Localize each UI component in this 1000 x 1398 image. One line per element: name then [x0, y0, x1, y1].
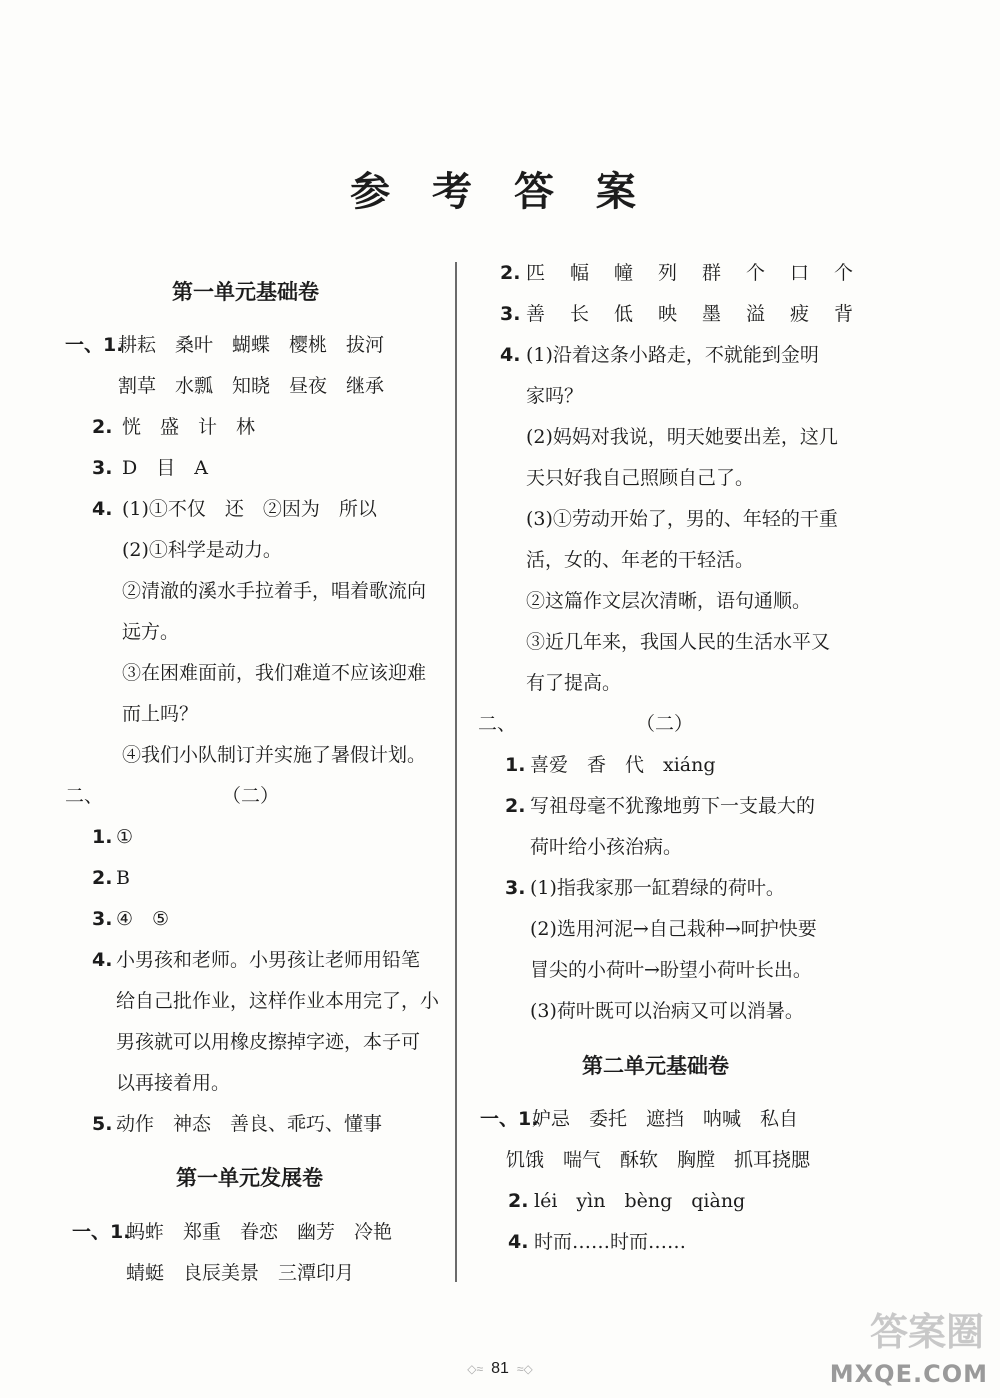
answer-line: (1)指我家那一缸碧绿的荷叶。: [530, 877, 785, 899]
watermark-text: MXQE.COM: [829, 1360, 988, 1388]
answer-line: 喜爱 香 代 xiáng: [530, 754, 716, 776]
answer-line: ④我们小队制订并实施了暑假计划。: [122, 744, 427, 766]
question-number: 一、1.: [480, 1108, 539, 1130]
answer-line: 天只好我自己照顾自己了。: [526, 467, 755, 489]
answer-line: (3)①劳动开始了，男的、年轻的干重: [526, 508, 838, 530]
page-number: ◇≈ 81 ≈◇: [467, 1360, 533, 1377]
section-subtitle: （二）: [636, 713, 694, 735]
section-heading-unit2-basic: 第二单元基础卷: [582, 1054, 729, 1078]
answer-line: ①: [116, 826, 134, 848]
question-number: 3.: [92, 457, 113, 479]
section-heading-unit1-dev: 第一单元发展卷: [176, 1166, 323, 1190]
answer-line: 小男孩和老师。小男孩让老师用铅笔: [116, 949, 421, 971]
answer-line: 动作 神态 善良、乖巧、懂事: [116, 1113, 383, 1135]
answer-line: 妒忌 委托 遮挡 呐喊 私自: [532, 1108, 799, 1130]
question-number: 3.: [500, 303, 521, 325]
answer-line: 割草 水瓢 知晓 昼夜 继承: [118, 375, 385, 397]
answer-line: 荷叶给小孩治病。: [530, 836, 683, 858]
question-number: 1.: [92, 826, 113, 848]
question-number: 2.: [500, 262, 521, 284]
answer-line: 耕耘 桑叶 蝴蝶 樱桃 拔河: [118, 334, 385, 356]
answer-line: 活，女的、年老的干轻活。: [526, 549, 755, 571]
answer-line: 家吗？: [526, 385, 584, 407]
question-number: 2.: [505, 795, 526, 817]
answer-line: ③在困难面前，我们难道不应该迎难: [122, 662, 427, 684]
answer-line: (2)选用河泥→自己栽种→呵护快要: [530, 918, 817, 940]
page-title: 参 考 答 案: [350, 168, 650, 215]
answer-line: (3)荷叶既可以治病又可以消暑。: [530, 1000, 804, 1022]
column-divider: [455, 262, 457, 1282]
answer-line: 善 长 低 映 墨 溢 疲 背: [526, 303, 857, 325]
answer-line: 匹 幅 幢 列 群 个 口 个: [526, 262, 857, 284]
watermark-logo: 答案圈: [869, 1310, 984, 1354]
answer-line: (2)①科学是动力。: [122, 539, 282, 561]
answer-line: 冒尖的小荷叶→盼望小荷叶长出。: [530, 959, 812, 981]
question-number: 4.: [508, 1231, 529, 1253]
answer-line: 蜻蜓 良辰美景 三潭印月: [126, 1262, 355, 1284]
question-number: 2.: [92, 867, 113, 889]
answer-line: 远方。: [122, 621, 180, 643]
answer-line: 饥饿 喘气 酥软 胸膛 抓耳挠腮: [506, 1149, 811, 1171]
ornament-icon: ≈◇: [516, 1362, 533, 1376]
answer-line: ②这篇作文层次清晰，语句通顺。: [526, 590, 812, 612]
question-number: 一、1.: [65, 334, 124, 356]
answer-line: 蚂蚱 郑重 眷恋 幽芳 冷艳: [126, 1221, 393, 1243]
answer-line: 给自己批作业，这样作业本用完了，小: [116, 990, 440, 1012]
question-number: 4.: [92, 498, 113, 520]
answer-line: 有了提高。: [526, 672, 622, 694]
answer-line: léi yìn bèng qiàng: [534, 1190, 746, 1212]
answer-line: (1)沿着这条小路走，不就能到金明: [526, 344, 819, 366]
answer-line: ③近几年来，我国人民的生活水平又: [526, 631, 831, 653]
answer-line: 而上吗？: [122, 703, 199, 725]
answer-line: B: [116, 867, 130, 889]
question-number: 3.: [92, 908, 113, 930]
question-number: 4.: [92, 949, 113, 971]
answer-line: D 目 A: [122, 457, 208, 479]
question-number: 2.: [508, 1190, 529, 1212]
question-number: 2.: [92, 416, 113, 438]
question-number: 5.: [92, 1113, 113, 1135]
answer-line: ④ ⑤: [116, 908, 170, 930]
section-subtitle: （二）: [222, 785, 280, 807]
section-heading-unit1-basic: 第一单元基础卷: [172, 280, 319, 304]
answer-line: 写祖母毫不犹豫地剪下一支最大的: [530, 795, 816, 817]
answer-line: 时而……时而……: [534, 1231, 687, 1253]
question-number: 一、1.: [72, 1221, 131, 1243]
answer-line: ②清澈的溪水手拉着手，唱着歌流向: [122, 580, 427, 602]
answer-line: 男孩就可以用橡皮擦掉字迹，本子可: [116, 1031, 421, 1053]
question-number: 4.: [500, 344, 521, 366]
section-number: 二、: [65, 785, 104, 807]
answer-line: [65, 336, 123, 355]
answer-line: (1)①不仅 还 ②因为 所以: [122, 498, 377, 520]
section-number: 二、: [478, 713, 517, 735]
answer-line: 以再接着用。: [116, 1072, 231, 1094]
ornament-icon: ◇≈: [467, 1362, 484, 1376]
answer-line: (2)妈妈对我说，明天她要出差，这几: [526, 426, 838, 448]
answer-line: 恍 盛 计 林: [122, 416, 256, 438]
question-number: 1.: [505, 754, 526, 776]
question-number: 3.: [505, 877, 526, 899]
